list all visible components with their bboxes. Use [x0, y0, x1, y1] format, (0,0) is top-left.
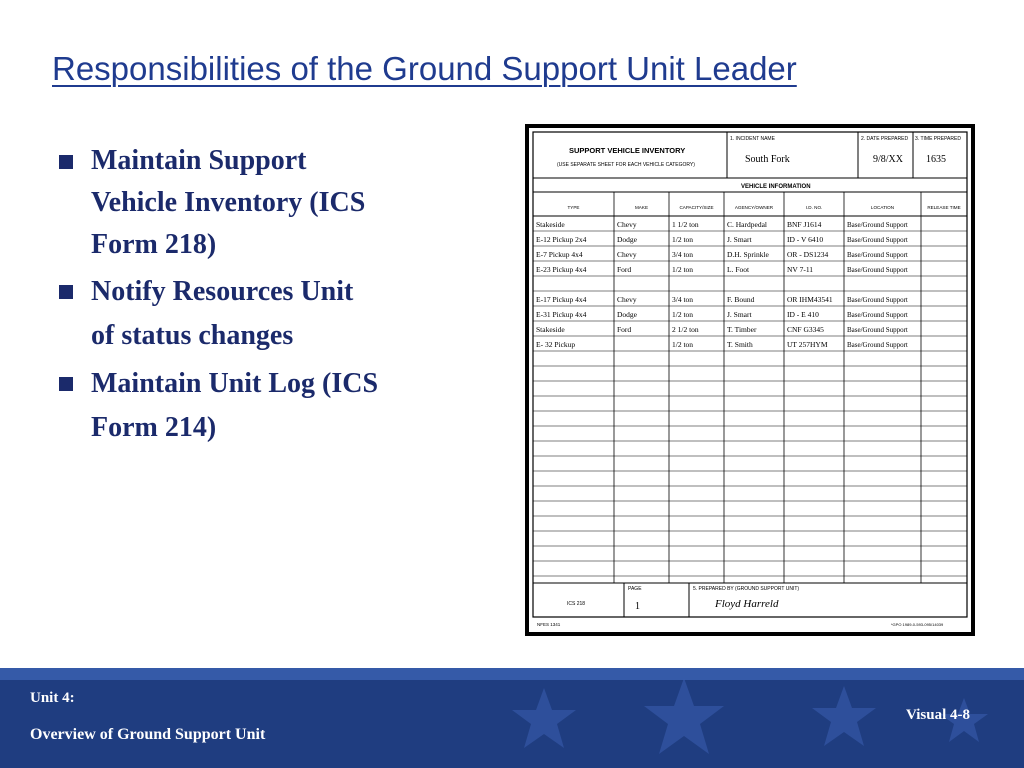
form-cell-text: E-12 Pickup 2x4 — [536, 235, 587, 244]
visual-number: Visual 4-8 — [905, 707, 970, 723]
form-column-header: TYPE — [567, 205, 580, 210]
form-cell-text: Base/Ground Support — [847, 221, 908, 229]
prepared-by-value: Floyd Harreld — [715, 598, 779, 610]
form-cell-text: Base/Ground Support — [847, 311, 908, 319]
square-bullet-icon — [59, 377, 73, 391]
support-vehicle-inventory-form — [529, 128, 971, 632]
form-footer-right: *GPO 1989-0-593-095/14039 — [891, 622, 944, 627]
form-cell-text: L. Foot — [727, 265, 750, 274]
form-grid — [529, 128, 971, 632]
form-cell-text: 1/2 ton — [672, 340, 694, 349]
form-cell-text: NV 7-11 — [787, 265, 814, 274]
form-column-header: AGENCY/OWNER — [734, 205, 774, 210]
form-cell-text: Ford — [617, 325, 632, 334]
form-cell-text: Base/Ground Support — [847, 236, 908, 244]
form-cell-text: E-17 Pickup 4x4 — [536, 295, 587, 304]
unit-title: Overview of Ground Support Unit — [30, 726, 266, 743]
form-cell-text: E-7 Pickup 4x4 — [536, 250, 583, 259]
form-cell-text: Stakeside — [536, 220, 565, 229]
form-cell-text: 3/4 ton — [672, 250, 694, 259]
form-cell-text: 1 1/2 ton — [672, 220, 699, 229]
form-cell-text: C. Hardpedal — [727, 220, 767, 229]
form-cell-text: 3/4 ton — [672, 295, 694, 304]
form-cell-text: Dodge — [617, 235, 637, 244]
form-cell-text: Base/Ground Support — [847, 341, 908, 349]
bullet-item — [55, 362, 475, 450]
form-cell-text: E-23 Pickup 4x4 — [536, 265, 587, 274]
form-cell-text: E-31 Pickup 4x4 — [536, 310, 587, 319]
form-cell-text: BNF J1614 — [787, 220, 822, 229]
form-cell-text: Chevy — [617, 250, 637, 259]
page-value: 1 — [635, 601, 640, 612]
form-cell-text: ID - V 6410 — [787, 235, 824, 244]
form-header-subtitle: (USE SEPARATE SHEET FOR EACH VEHICLE CATEGORY) — [557, 162, 695, 168]
ics-218-form-image — [525, 124, 975, 636]
vehicle-info-label: VEHICLE INFORMATION — [741, 184, 811, 190]
form-cell-text: Base/Ground Support — [847, 326, 908, 334]
form-header-title: SUPPORT VEHICLE INVENTORY — [569, 146, 686, 155]
form-cell-text: J. Smart — [727, 235, 752, 244]
form-cell-text: T. Smith — [727, 340, 753, 349]
form-cell-text: Chevy — [617, 295, 637, 304]
form-cell-text: Ford — [617, 265, 632, 274]
bullet-list — [55, 140, 475, 454]
form-cell-text: J. Smart — [727, 310, 752, 319]
form-cell-text: T. Timber — [727, 325, 757, 334]
bullet-line: Form 214) — [91, 412, 217, 443]
bullet-line: Form 218) — [91, 229, 217, 260]
form-cell-text: E- 32 Pickup — [536, 340, 576, 349]
prepared-by-label: 5. PREPARED BY (GROUND SUPPORT UNIT) — [693, 586, 800, 592]
form-code: ICS 218 — [567, 601, 586, 607]
form-cell-text: Base/Ground Support — [847, 251, 908, 259]
form-column-header: RELEASE TIME — [927, 205, 961, 210]
page-label: PAGE — [628, 586, 642, 592]
square-bullet-icon — [59, 285, 73, 299]
form-cell-text: Chevy — [617, 220, 637, 229]
form-column-header: I.D. NO. — [805, 205, 823, 210]
form-cell-text: Base/Ground Support — [847, 266, 908, 274]
form-cell-text: 2 1/2 ton — [672, 325, 699, 334]
date-prepared-label: 2. DATE PREPARED — [861, 136, 909, 142]
bullet-item — [55, 140, 475, 266]
incident-name-value: South Fork — [745, 154, 790, 165]
form-cell-text: OR - DS1234 — [787, 250, 829, 259]
form-cell-text: 1/2 ton — [672, 265, 694, 274]
footer-bar — [0, 668, 1024, 768]
form-cell-text: 1/2 ton — [672, 235, 694, 244]
form-cell-text: F. Bound — [727, 295, 755, 304]
form-cell-text: Stakeside — [536, 325, 565, 334]
bullet-line: Notify Resources Unit — [91, 276, 354, 307]
bullet-line: Vehicle Inventory (ICS — [91, 187, 366, 218]
bullet-item — [55, 270, 475, 358]
form-cell-text: UT 257HYM — [787, 340, 828, 349]
form-cell-text: OR IHM43541 — [787, 295, 833, 304]
form-column-header: CAPACITY/SIZE — [679, 205, 714, 210]
form-cell-text: Dodge — [617, 310, 637, 319]
bullet-line: Maintain Support — [91, 145, 307, 176]
slide-title: Responsibilities of the Ground Support Unit Leader — [52, 50, 797, 87]
form-cell-text: CNF G3345 — [787, 325, 824, 334]
time-prepared-label: 3. TIME PREPARED — [915, 136, 961, 142]
form-cell-text: 1/2 ton — [672, 310, 694, 319]
form-cell-text: D.H. Sprinkle — [727, 250, 769, 259]
bullet-line: Maintain Unit Log (ICS — [91, 368, 379, 399]
time-prepared-value: 1635 — [926, 154, 946, 165]
form-cell-text: ID - E 410 — [787, 310, 819, 319]
date-prepared-value: 9/8/XX — [873, 154, 903, 165]
bullet-line: of status changes — [91, 320, 294, 351]
square-bullet-icon — [59, 155, 73, 169]
form-column-header: LOCATION — [870, 205, 895, 210]
form-cell-text: Base/Ground Support — [847, 296, 908, 304]
form-footer-left: NFES 1341 — [537, 622, 561, 627]
incident-name-label: 1. INCIDENT NAME — [730, 136, 775, 142]
unit-label: Unit 4: — [30, 690, 75, 706]
form-column-header: MAKE — [634, 205, 649, 210]
